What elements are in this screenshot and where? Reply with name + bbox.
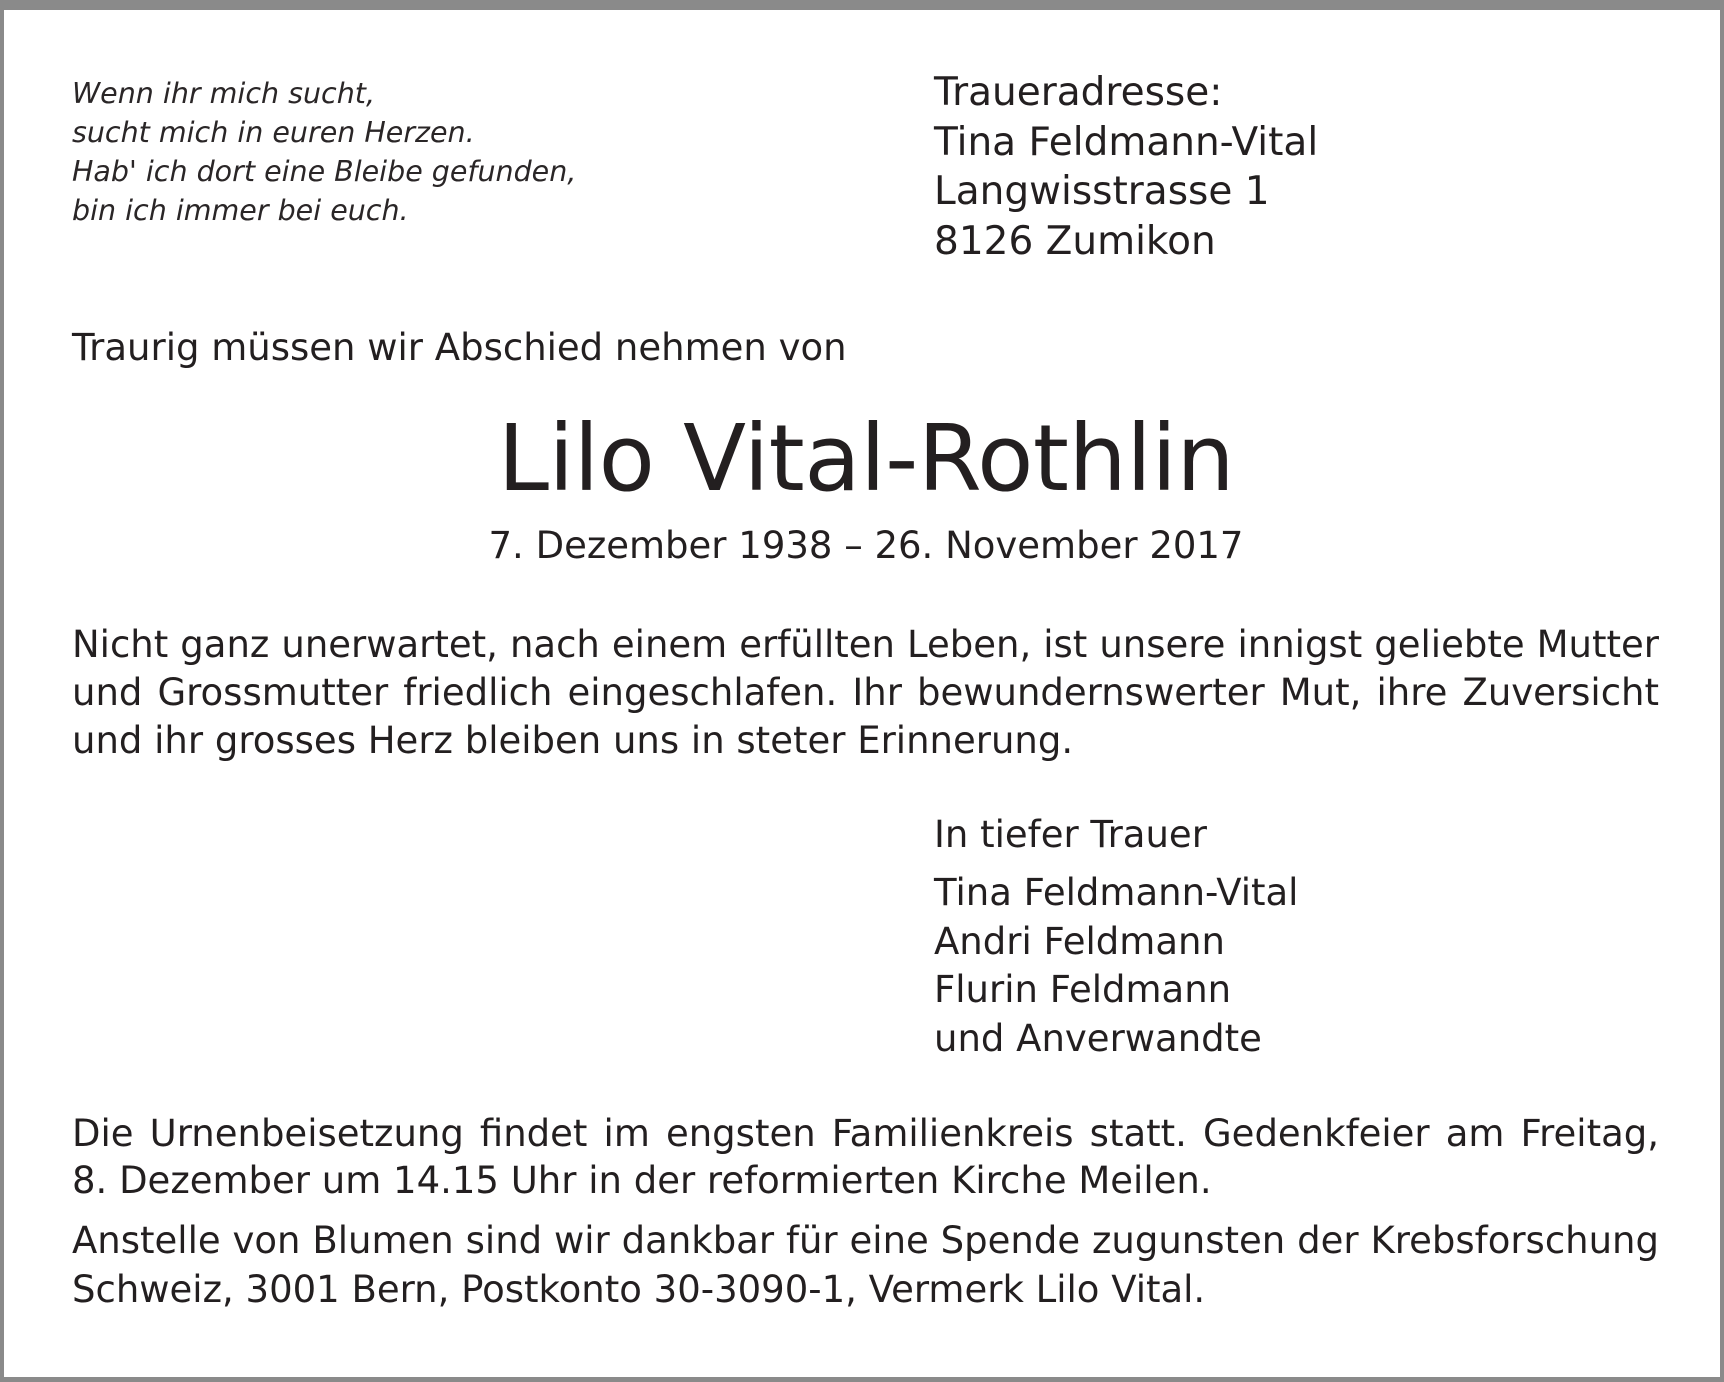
poem-line: Hab' ich dort eine Bleibe gefunden, <box>72 155 577 188</box>
family-member: Tina Feldmann-Vital <box>934 871 1299 914</box>
poem-line: bin ich immer bei euch. <box>72 194 409 227</box>
family-member: Flurin Feldmann <box>934 968 1232 1011</box>
donation-paragraph: Anstelle von Blumen sind wir dankbar für eine Spende zugunsten der Krebsforschung Schweiz, 3001 Bern, Postkonto 30-3090-1, Vermerk Lilo Vital. <box>72 1219 1659 1311</box>
mourning-heading: In tiefer Trauer <box>934 813 1207 856</box>
intro-text: Traurig müssen wir Abschied nehmen von <box>72 326 847 369</box>
address-heading: Traueradresse: <box>934 70 1223 115</box>
poem-line: sucht mich in euren Herzen. <box>72 116 475 149</box>
life-dates: 7. Dezember 1938 – 26. November 2017 <box>488 524 1244 567</box>
family-list <box>934 869 1298 1063</box>
message-paragraph: Nicht ganz unerwartet, nach einem erfüllten Leben, ist unsere innigst geliebte Mutter und Grossmutter friedlich eingeschlafen. Ihr bewundernswerter Mut, ihre Zuversicht und ihr grosses Herz bleiben uns in steter Erinnerung. <box>72 623 1659 762</box>
address-city: 8126 Zumikon <box>934 218 1216 264</box>
deceased-name <box>4 404 1724 514</box>
address-name: Tina Feldmann-Vital <box>934 119 1319 165</box>
deceased-name-text: Lilo Vital-Rothlin <box>497 405 1235 512</box>
ceremony-paragraph: Die Urnenbeisetzung findet im engsten Familienkreis statt. Gedenkfeier am Freitag, 8. Dezember um 14.15 Uhr in der reformierten Kirche Meilen. <box>72 1112 1659 1202</box>
mourning-address <box>934 68 1654 266</box>
poem-line: Wenn ihr mich sucht, <box>72 77 376 110</box>
address-street: Langwisstrasse 1 <box>934 169 1270 214</box>
family-member: Andri Feldmann <box>934 919 1225 963</box>
family-member: und Anverwandte <box>934 1016 1262 1060</box>
poem <box>72 74 692 230</box>
